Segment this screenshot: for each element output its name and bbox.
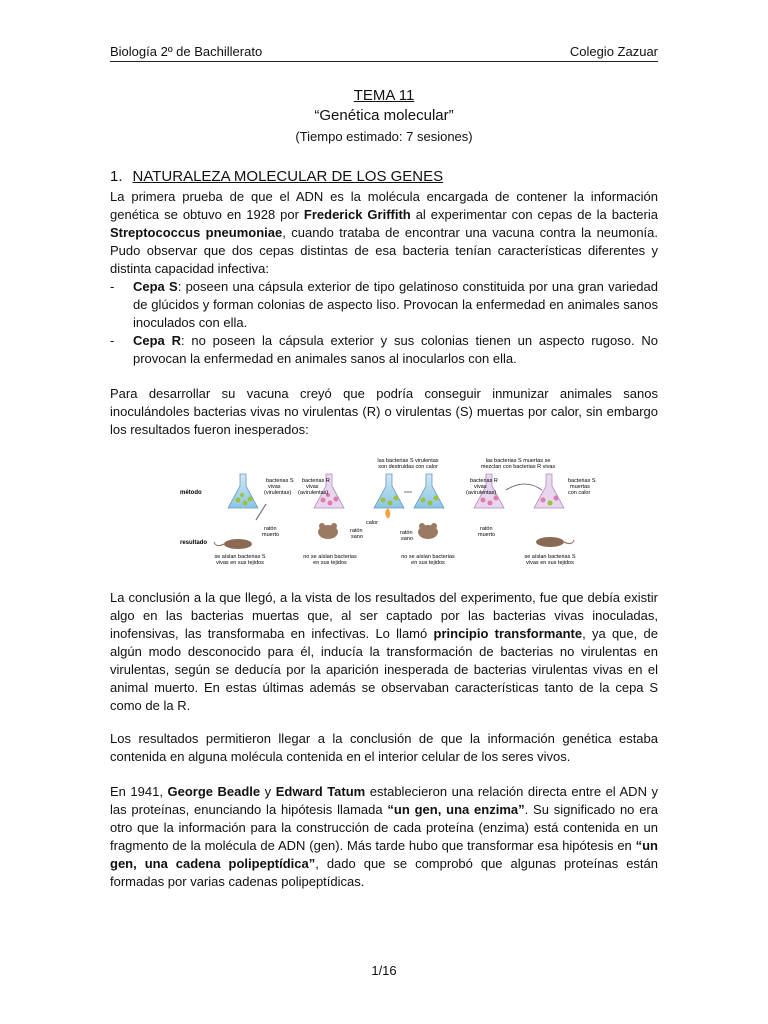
tema-title: TEMA 11 [353,87,415,104]
flask5-label-a: bacterias S [568,478,596,484]
page-header [110,44,658,62]
bold-un-gen-enzima: “un gen, una enzima” [387,802,525,817]
top-label-mix-2: mezclan con bacterias R vivas [480,464,556,470]
list-item-cepa-s: - Cepa S: poseen una cápsula exterior de tipo gelatinoso constituida por una gran variedad de glúcidos y forman colonias de aspecto liso. Provocan la enfermedad en animales sanos inoculados con ella. [110,279,659,330]
header-school: Colegio Zazuar [569,44,658,59]
section-number: 1. [110,168,123,185]
bold-cepa-r: Cepa R [133,333,181,348]
flask4-label-c: (avirulentas) [466,490,497,496]
flask5-label-c: con calor [568,490,591,496]
mouse2-label-b: sano [351,534,363,540]
flask-5 [534,474,564,508]
result4-label-b: vivas en sus tejidos [526,560,574,566]
mouse3-label-b: sano [401,536,413,542]
text-span: , dado que se comprobó que algunas proteínas están formadas por varias cadenas polipeptídicas. [110,856,658,889]
bold-beadle: George Beadle [167,784,261,799]
text-span: : poseen una cápsula exterior de tipo gelatinoso constituida por una gran variedad de glúcidos y forman colonias de aspecto liso. Provocan la enfermedad en animales sanos inoculados con ella. [133,279,659,330]
estimated-time: (Tiempo estimado: 7 sesiones) [295,129,473,144]
text-span: En 1941, [110,784,168,799]
row-label-metodo: método [180,490,202,496]
top-label-heat-2: son destruidas con calor [378,464,438,470]
mouse-3-healthy [418,523,438,539]
flask2-label-c: (avirulentas) [298,490,329,496]
bold-griffith: Frederick Griffith [303,207,411,222]
flask4-label-a: bacterias R [470,478,498,484]
top-label-heat: las bacterias S virulentas [377,458,439,464]
paragraph-griffith [110,188,658,278]
text-span: La conclusión a la que llegó, a la vista de los resultados del experimento, fue que debía existir algo en las bacterias muertas que, al ser captado por las bacterias vivas inoculadas, inofensivas, las transformaba en infectivas. Lo llamó [110,590,658,641]
flask-3b [414,474,444,508]
text-span: : no poseen la cápsula exterior y sus colonias tienen un aspecto rugoso. No provocan la enfermedad en animales sanos al inocularlos con ella. [133,333,658,366]
mouse1-label-b: muerto [262,532,280,538]
flask2-label-a: bacterias R [302,478,330,484]
result3-label-a: no se aíslan bacterias [401,554,455,560]
result2-label-b: en sus tejidos [313,560,347,566]
mouse3-label-a: ratón [400,530,413,536]
paragraph-beadle-tatum [110,783,658,891]
bold-un-gen-cadena: “un gen, una cadena polipeptídica” [110,838,658,871]
result4-label-a: se aíslan bacterias S [524,554,576,560]
result2-label-a: no se aíslan bacterias [303,554,357,560]
result1-label-a: se aíslan bacterias S [214,554,266,560]
mouse-2-healthy [318,523,338,539]
header-subject: Biología 2º de Bachillerato [110,44,263,59]
text-span: , cuando trataba de encontrar una vacuna contra la neumonía. Pudo observar que dos cepas distintas de esa bacteria tenían características diferentes y distinta capacidad infectiva: [110,225,658,276]
flask-1 [228,474,258,508]
row-label-resultado: resultado [180,540,208,546]
text-span: , ya que, de algún modo desconocido para él, inducía la transformación de bacterias no virulentas en virulentas, según se deducía por la aparición inesperada de bacterias virulentas vivas en el animal muerto. En estas últimas además se observaban características tanto de la cepa S como de la R. [110,626,658,713]
bold-tatum: Edward Tatum [275,784,366,799]
bold-cepa-s: Cepa S [133,279,178,294]
mouse-4-dead [536,537,574,547]
strain-list [110,278,658,368]
mouse1-label-a: ratón [264,526,277,532]
mouse-1-dead [214,539,252,549]
bold-principio: principio transformante [433,626,583,641]
section-heading [110,168,443,185]
title-block [110,86,658,146]
flask1-label-b: vivas [268,484,281,490]
text-span: La primera prueba de que el ADN es la molécula encargada de contener la información genética se obtuvo en 1928 por [110,189,658,222]
flask-3 [374,474,404,518]
flask2-label-b: vivas [306,484,319,490]
flask1-label-c: (virulentas) [264,490,292,496]
heat-label: calor [366,520,378,526]
flask1-label-a: bacterias S [266,478,294,484]
flask5-label-b: muertas [570,484,590,490]
top-label-mix: las bacterias S muertas se [485,458,551,464]
mouse2-label-a: ratón [350,528,363,534]
result1-label-b: vivas en sus tejidos [216,560,264,566]
tema-subtitle: “Genética molecular” [314,107,454,124]
mouse4-label-b: muerto [478,532,496,538]
text-span: . Su significado no era otro que la información para la construcción de cada proteína (enzima) está contenida en un fragmento de la molécula de ADN (gen). Más tarde hubo que transformar esa hipótesis en [110,802,658,853]
result3-label-b: en sus tejidos [411,560,445,566]
griffith-experiment-figure [180,452,600,572]
paragraph-vaccine: Para desarrollar su vacuna creyó que podría conseguir inmunizar animales sanos inoculándoles bacterias vivas no virulentas (R) o virulentas (S) muertas por calor, sin embargo los resultados fueron inesperados: [110,386,658,437]
mouse4-label-a: ratón [480,526,493,532]
paragraph-conclusion [110,589,658,715]
paragraph-results: Los resultados permitieron llegar a la conclusión de que la información genética estaba contenida en alguna molécula contenida en el interior celular de los seres vivos. [110,731,658,764]
text-span: y [260,784,276,799]
arrow-mix [506,484,542,490]
page-number: 1/16 [371,963,397,978]
list-item-cepa-r: - Cepa R: no poseen la cápsula exterior y sus colonias tienen un aspecto rugoso. No provocan la enfermedad en animales sanos al inocularlos con ella. [110,333,658,366]
section-title: NATURALEZA MOLECULAR DE LOS GENES [132,168,444,185]
bold-streptococcus: Streptococcus pneumoniae [110,225,283,240]
text-span: establecieron una relación directa entre el ADN y las proteínas, enunciando la hipótesis llamada [110,784,658,817]
text-span: al experimentar con cepas de la bacteria [410,207,658,222]
experiment-diagram [180,452,600,572]
flask4-label-b: vivas [474,484,487,490]
